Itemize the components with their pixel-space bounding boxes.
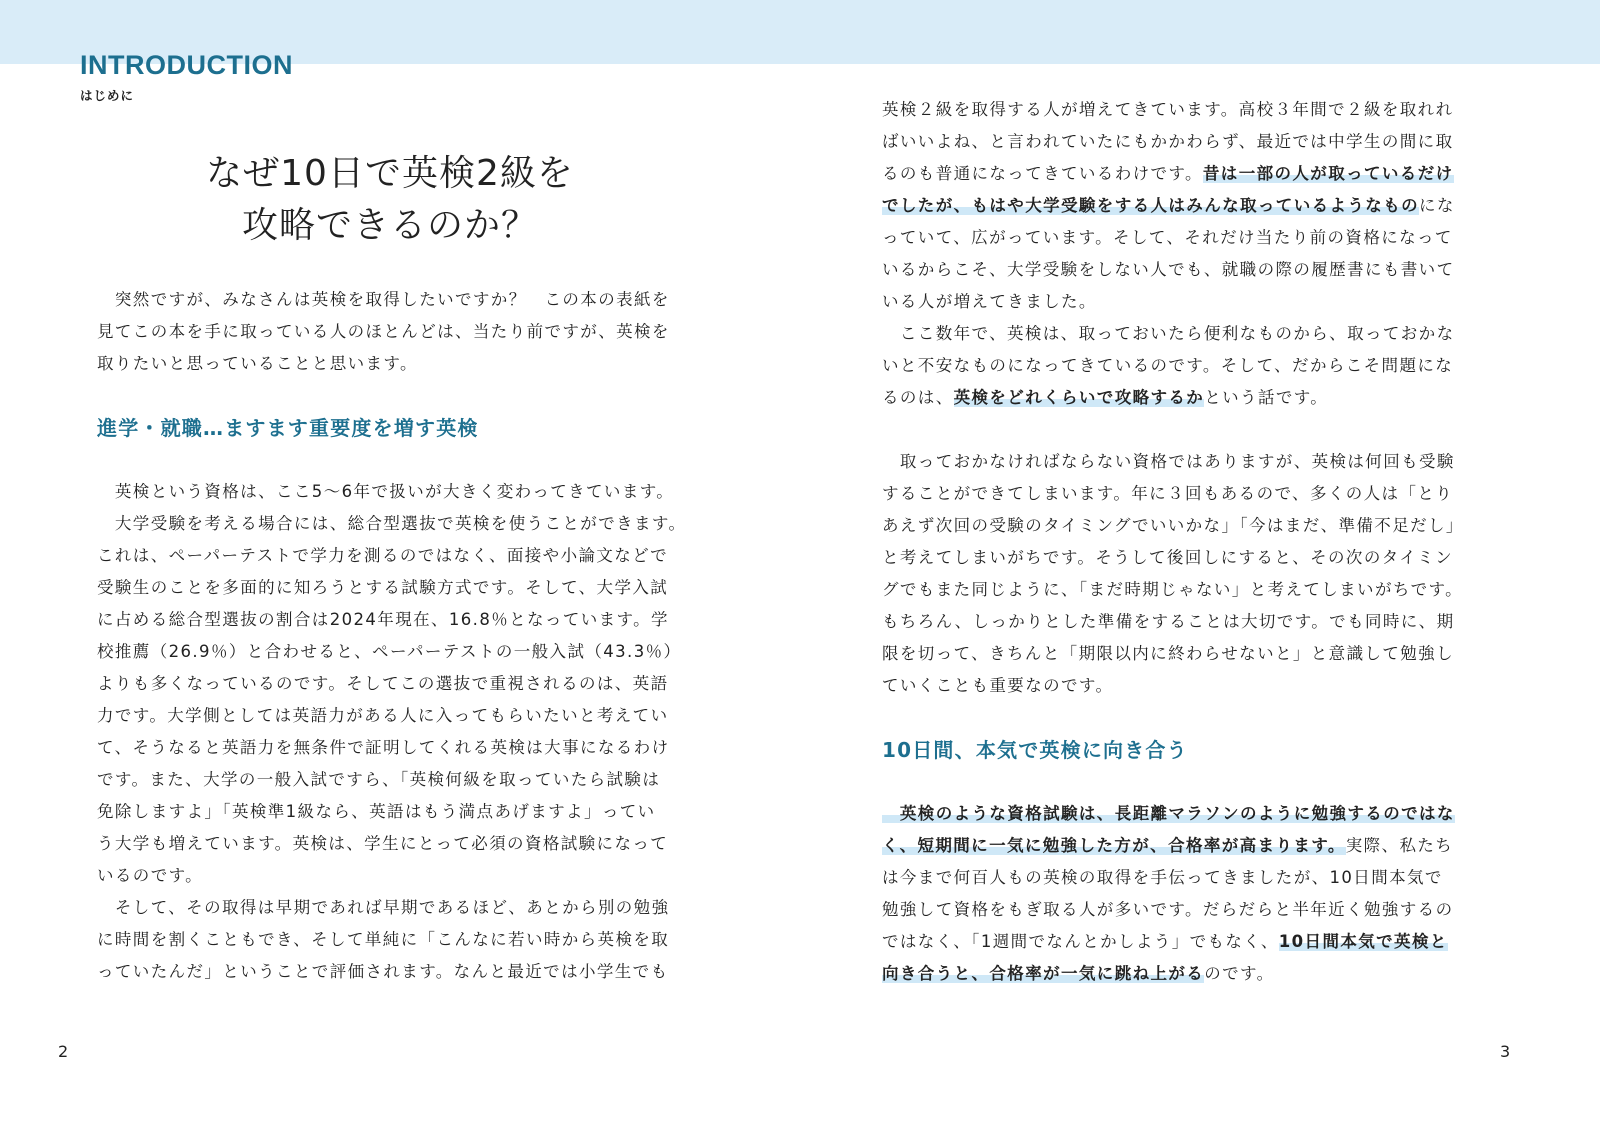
spacer	[882, 766, 1502, 798]
body-line: は今まで何百人もの英検の取得を手伝ってきましたが、10日間本気で	[882, 868, 1443, 887]
body-line	[882, 158, 1502, 190]
body-line	[882, 382, 1502, 414]
text-segment: るのも普通になってきているわけです。	[882, 164, 1203, 183]
body-line: そして、その取得は早期であれば早期であるほど、あとから別の勉強	[97, 898, 670, 917]
body-line: よりも多くなっているのです。そしてこの選抜で重視されるのは、英語	[97, 674, 669, 693]
page-number-right: 3	[1500, 1042, 1511, 1061]
body-line: いと不安なものになってきているのです。そして、だからこそ問題にな	[882, 356, 1454, 375]
body-line: 英検２級を取得する人が増えてきています。高校３年間で２級を取れれ	[882, 100, 1454, 119]
body-line: ていくことも重要なのです。	[882, 676, 1114, 695]
text-segment: という話です。	[1204, 388, 1329, 407]
body-line: いる人が増えてきました。	[882, 292, 1097, 311]
body-line: に時間を割くこともでき、そして単純に「こんなに若い時から英検を取	[97, 930, 670, 949]
body-line	[882, 958, 1502, 990]
body-line: いるからこそ、大学受験をしない人でも、就職の際の履歴書にも書いて	[882, 260, 1455, 279]
section-label-en: INTRODUCTION	[80, 50, 293, 80]
page-number-left: 2	[58, 1042, 69, 1061]
body-line: することができてしまいます。年に３回もあるので、多くの人は「とり	[882, 484, 1454, 503]
body-line: ばいいよね、と言われていたにもかかわらず、最近では中学生の間に取	[882, 132, 1454, 151]
text-segment: るのは、	[882, 388, 954, 407]
highlighted-text: 昔は一部の人が取っているだけ	[1202, 164, 1454, 183]
body-line: あえず次回の受験のタイミングでいいかな」「今はまだ、準備不足だし」	[882, 516, 1464, 535]
section-heading-2: 10日間、本気で英検に向き合う	[882, 738, 1188, 762]
body-line: です。また、大学の一般入試ですら、「英検何級を取っていたら試験は	[97, 770, 661, 789]
highlighted-text: く、短期間に一気に勉強した方が、合格率が高まります。	[882, 836, 1346, 855]
text-segment: にな	[1419, 196, 1455, 215]
spacer	[97, 380, 717, 412]
text-segment: のです。	[1204, 964, 1275, 983]
spacer	[882, 414, 1502, 446]
body-line	[882, 798, 1502, 830]
highlighted-text: 英検のような資格試験は、長距離マラソンのように勉強するのではな	[882, 804, 1455, 823]
body-line: 大学受験を考える場合には、総合型選抜で英検を使うことができます。	[97, 514, 687, 533]
highlighted-text: 向き合うと、合格率が一気に跳ね上がる	[882, 964, 1205, 983]
body-line: 限を切って、きちんと「期限以内に終わらせないと」と意識して勉強し	[882, 644, 1454, 663]
body-line: 英検という資格は、ここ5〜6年で扱いが大きく変わってきています。	[97, 482, 675, 501]
text-segment: 実際、私たち	[1345, 836, 1454, 855]
body-line: ここ数年で、英検は、取っておいたら便利なものから、取っておかな	[882, 324, 1455, 343]
body-line: う大学も増えています。英検は、学生にとって必須の資格試験になって	[97, 834, 669, 853]
intro-line: 取りたいと思っていることと思います。	[97, 354, 418, 373]
intro-line: 見てこの本を手に取っている人のほとんどは、当たり前ですが、英検を	[97, 322, 670, 341]
spacer	[97, 444, 717, 476]
body-line: と考えてしまいがちです。そうして後回しにすると、その次のタイミン	[882, 548, 1453, 567]
highlighted-text: でしたが、もはや大学受験をする人はみんな取っているようなもの	[882, 196, 1419, 215]
page-title	[90, 148, 690, 252]
body-line: て、そうなると英語力を無条件で証明してくれる英検は大事になるわけ	[97, 738, 670, 757]
section-heading-1: 進学・就職…ますます重要度を増す英検	[97, 416, 479, 440]
section-label-ja: はじめに	[80, 88, 135, 103]
body-line: グでもまた同じように、「まだ時期じゃない」と考えてしまいがちです。	[882, 580, 1463, 599]
body-line: に占める総合型選抜の割合は2024年現在、16.8％となっています。学	[97, 610, 669, 629]
body-line: っていて、広がっています。そして、それだけ当たり前の資格になって	[882, 228, 1453, 247]
body-line: 勉強して資格をもぎ取る人が多いです。だらだらと半年近く勉強するの	[882, 900, 1454, 919]
left-column	[97, 284, 717, 988]
highlighted-text: 10日間本気で英検と	[1278, 932, 1448, 951]
spacer	[882, 702, 1502, 734]
body-line	[882, 830, 1502, 862]
body-line	[882, 926, 1502, 958]
page-title-line-2: 攻略できるのか？	[241, 205, 538, 246]
body-line: 校推薦（26.9％）と合わせると、ペーパーテストの一般入試（43.3％）	[97, 642, 682, 661]
intro-line: 突然ですが、みなさんは英検を取得したいですか？ この本の表紙を	[97, 290, 670, 309]
body-line: もちろん、しっかりとした準備をすることは大切です。でも同時に、期	[882, 612, 1455, 631]
body-line: 取っておかなければならない資格ではありますが、英検は何回も受験	[882, 452, 1455, 471]
body-line: 受験生のことを多面的に知ろうとする試験方式です。そして、大学入試	[97, 578, 669, 597]
page-title-line-1: なぜ10日で英検2級を	[206, 153, 574, 194]
body-line	[882, 190, 1502, 222]
body-line: 力です。大学側としては英語力がある人に入ってもらいたいと考えてい	[97, 706, 669, 725]
body-line: っていたんだ」ということで評価されます。なんと最近では小学生でも	[97, 962, 669, 981]
right-column	[882, 94, 1502, 990]
text-segment: ではなく、「1週間でなんとかしよう」でもなく、	[882, 932, 1279, 951]
highlighted-text: 英検をどれくらいで攻略するか	[953, 388, 1205, 407]
body-line: 免除しますよ」「英検準1級なら、英語はもう満点あげますよ」ってい	[97, 802, 656, 821]
body-line: いるのです。	[97, 866, 204, 885]
body-line: これは、ペーパーテストで学力を測るのではなく、面接や小論文などで	[97, 546, 668, 565]
